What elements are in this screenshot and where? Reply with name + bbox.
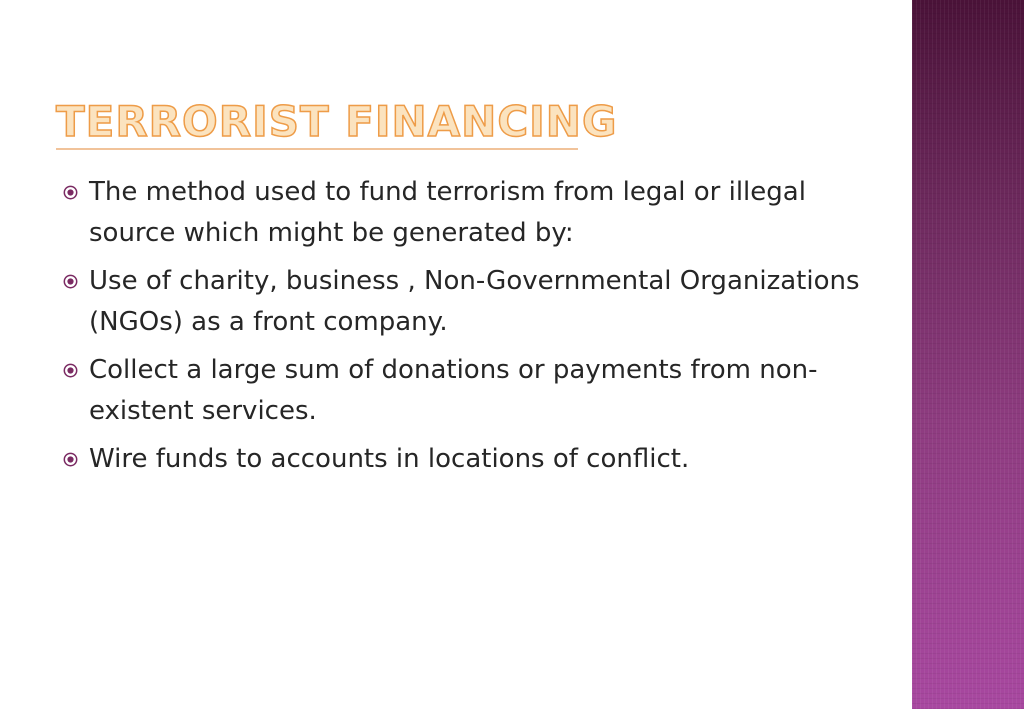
bullet-text: Collect a large sum of donations or payments from non-existent services. bbox=[89, 355, 818, 426]
bullet-item bbox=[60, 261, 880, 343]
bullet-item bbox=[60, 172, 880, 254]
bullet-list bbox=[60, 172, 880, 487]
decorative-side-band bbox=[912, 0, 1024, 709]
slide-title: TERRORIST FINANCING bbox=[56, 97, 618, 146]
circled-dot-icon bbox=[63, 363, 78, 378]
bullet-text: The method used to fund terrorism from legal or illegal source which might be generated by: bbox=[89, 177, 806, 248]
side-band-texture bbox=[912, 0, 1024, 709]
bullet-text: Wire funds to accounts in locations of conflict. bbox=[89, 444, 690, 474]
circled-dot-icon bbox=[63, 452, 78, 467]
bullet-text: Use of charity, business , Non-Governmental Organizations (NGOs) as a front company. bbox=[89, 266, 860, 337]
circled-dot-icon bbox=[63, 185, 78, 200]
circled-dot-icon bbox=[63, 274, 78, 289]
title-underline bbox=[56, 148, 578, 150]
bullet-item bbox=[60, 439, 880, 480]
bullet-item bbox=[60, 350, 880, 432]
